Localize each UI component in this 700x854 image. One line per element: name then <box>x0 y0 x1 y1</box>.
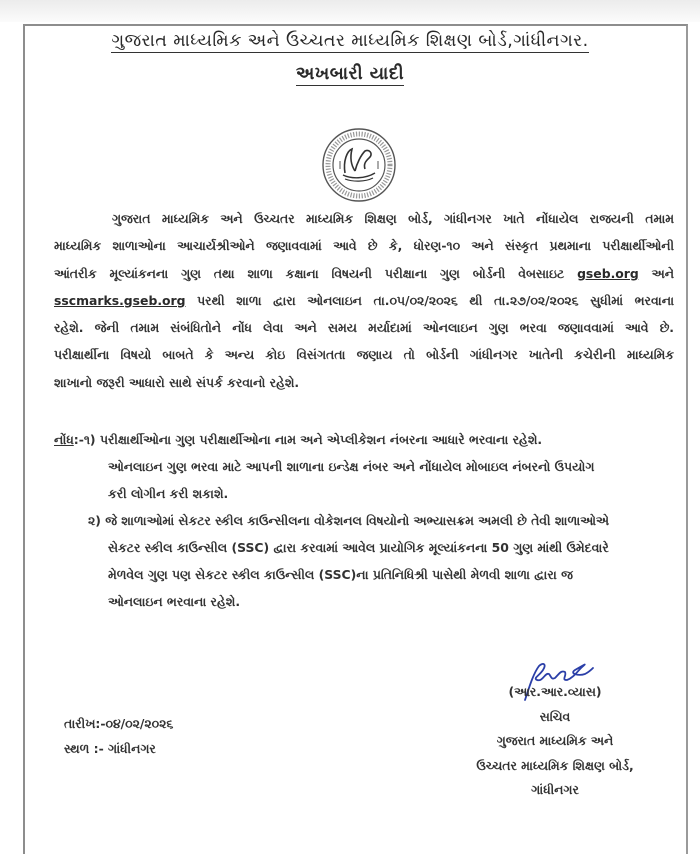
body-line <box>54 260 674 287</box>
note-row: ૨) જે શાળાઓમાં સેકટર સ્કીલ કાઉન્સીલના વોકેશનલ વિષયોનો અભ્યાસક્રમ અમલી છે તેવી શાળાઓએ <box>88 513 609 528</box>
signatory-org-line: ઉચ્ચતર માધ્યમિક શિક્ષણ બોર્ડ, <box>476 757 634 773</box>
date-text: તારીખ:-૦૪/૦૨/૨૦૨૬ <box>64 716 174 731</box>
note-2 <box>88 507 688 615</box>
document-title <box>0 31 700 51</box>
note-row: મેળવેલ ગુણ પણ સેકટર સ્કીલ કાઉન્સીલ (SSC)ના પ્રતિનિધિશ્રી પાસેથી મેળવી શાળા દ્વારા જ <box>108 567 573 582</box>
body-text: અને <box>651 265 674 281</box>
body-paragraph <box>54 205 674 396</box>
signatory-org-line: ગુજરાત માધ્યમિક અને <box>496 733 614 748</box>
gseb-link[interactable]: gseb.org <box>577 265 639 281</box>
place-text: સ્થળ :- ગાંધીનગર <box>64 741 156 756</box>
document-subtitle <box>0 64 700 84</box>
note-row: ઓનલાઇન ભરવાના રહેશે. <box>108 594 241 609</box>
date-place-block <box>64 711 173 761</box>
body-line: રહેશે. જેની તમામ સંબંધિતોને નોંધ લેવા અને સમય મર્યાદામાં ઓનલાઇન ગુણ ભરવા જણાવવામાં આવે છે. <box>54 320 674 336</box>
title-text: ગુજરાત માધ્યમિક અને ઉચ્ચતર માધ્યમિક શિક્ષણ બોર્ડ,ગાંધીનગર. <box>111 31 589 51</box>
page-top-shade <box>0 0 700 22</box>
signatory-org-line: ગાંધીનગર <box>531 782 579 797</box>
body-line: શાખાનો જરૂરી આધારો સાથે સંપર્ક કરવાનો રહેશે. <box>54 374 300 390</box>
subtitle-text: અખબારી યાદી <box>295 64 405 84</box>
note-text: પરીક્ષાર્થીઓના ગુણ પરીક્ષાર્થીઓના નામ અને એપ્લીકેશન નંબરના આધારે ભરવાના રહેશે. <box>99 432 543 447</box>
body-line: પરીક્ષાર્થીના વિષયો બાબતે કે અન્ય કોઇ વિસંગતતા જણાય તો બોર્ડની ગાંધીનગર ખાતેની કચેરીની માધ્યમિક <box>54 347 674 363</box>
note-row: કરી લોગીન કરી શકાશે. <box>108 486 229 501</box>
body-line <box>54 287 674 314</box>
signatory-block <box>455 680 655 803</box>
board-emblem-icon <box>321 127 397 203</box>
signatory-designation: સચિવ <box>539 708 571 724</box>
sscmarks-link[interactable]: sscmarks.gseb.org <box>54 292 186 308</box>
note-1 <box>54 426 674 507</box>
note-number: :-૧) <box>73 432 96 447</box>
note-row: ઓનલાઇન ગુણ ભરવા માટે આપની શાળાના ઇન્ડેક્ષ નંબર અને નોંધાયેલ મોબાઇલ નંબરનો ઉપયોગ <box>108 459 595 474</box>
body-line: માધ્યમિક શાળાઓના આચાર્યશ્રીઓને જણાવવામાં આવે છે કે, ધોરણ-૧૦ અને સંસ્કૃત પ્રથમાના પરીક્ષાર્થીઓની <box>54 238 674 254</box>
body-text: આંતરીક મૂલ્યાંકનના ગુણ તથા શાળા કક્ષાના વિષયની પરીક્ષાના ગુણ બોર્ડની વેબસાઇટ <box>54 265 565 281</box>
signatory-name: (આર.આર.વ્યાસ) <box>508 684 602 699</box>
note-row <box>54 426 674 453</box>
body-line: ગુજરાત માધ્યમિક અને ઉચ્ચતર માધ્યમિક શિક્ષણ બોર્ડ, ગાંધીનગર ખાતે નોંધાયેલ રાજયની તમામ <box>112 211 674 226</box>
body-text: પરથી શાળા દ્વારા ઓનલાઇન તા.૦૫/૦૨/૨૦૨૬ થી તા.૨૭/૦૨/૨૦૨૬ સુધીમાં ભરવાના <box>197 292 674 308</box>
note-row: સેકટર સ્કીલ કાઉન્સીલ (SSC) દ્વારા કરવામાં આવેલ પ્રાયોગિક મૂલ્યાંકનના 50 ગુણ માંથી ઉમેદવારે <box>108 540 609 555</box>
note-label: નોંધ <box>54 432 74 447</box>
